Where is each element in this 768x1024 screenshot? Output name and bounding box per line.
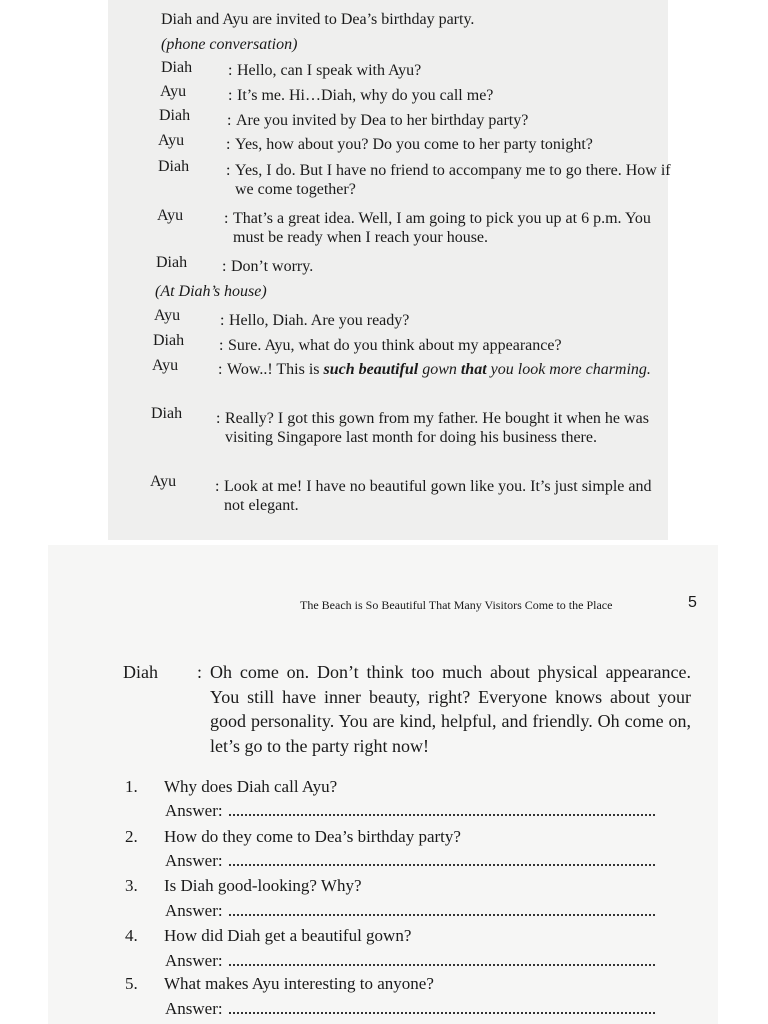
answer-blank[interactable] xyxy=(229,952,655,966)
speaker-label: Ayu xyxy=(158,132,185,149)
dialog-line: : Yes, how about you? Do you come to her party tonight? xyxy=(226,136,593,153)
dialog-line: : It’s me. Hi…Diah, why do you call me? xyxy=(228,87,494,104)
scene-house: (At Diah’s house) xyxy=(155,283,267,300)
scene-phone: (phone conversation) xyxy=(161,36,298,53)
answer-line: Answer: xyxy=(165,850,655,872)
speaker-label: Ayu xyxy=(154,307,181,324)
speaker-label: Ayu xyxy=(157,207,184,224)
dialog-line: : Hello, can I speak with Ayu? xyxy=(228,62,422,79)
dialog-text-part: gown xyxy=(418,361,461,378)
answer-line: Answer: xyxy=(165,950,655,972)
dialog-line: : Look at me! I have no beautiful gown like you. It’s just simple and not elegant. xyxy=(215,478,652,514)
speaker-label: Ayu xyxy=(150,473,177,490)
speaker-label: Diah xyxy=(153,332,185,349)
dialog-text-part: Wow..! This is xyxy=(227,361,324,378)
dialog-line: : That’s a great idea. Well, I am going to pick you up at 6 p.m. You must be ready when I reach your house. xyxy=(224,210,651,246)
answer-line: Answer: xyxy=(165,998,655,1020)
question-item: 3. Is Diah good-looking? Why? xyxy=(125,876,362,895)
speaker-label: Diah xyxy=(151,405,183,422)
speaker-label: Diah xyxy=(123,662,158,682)
dialog-line: : Sure. Ayu, what do you think about my appearance? xyxy=(219,337,562,354)
question-item: 1. Why does Diah call Ayu? xyxy=(125,777,338,796)
speaker-label: Diah xyxy=(158,158,190,175)
speaker-label: Ayu xyxy=(160,83,187,100)
question-item: 2. How do they come to Dea’s birthday party? xyxy=(125,827,461,846)
answer-line: Answer: xyxy=(165,900,655,922)
answer-line: Answer: xyxy=(165,800,655,822)
dialog-line: : Hello, Diah. Are you ready? xyxy=(220,312,410,329)
emphasis-such: such beautiful xyxy=(323,361,419,378)
dialog-line: : Really? I got this gown from my father. He bought it when he was visiting Singapore last month for doing his business there. xyxy=(216,410,649,446)
speaker-label: Diah xyxy=(161,59,193,76)
speaker-label: Ayu xyxy=(152,357,179,374)
dialog-line: : Yes, I do. But I have no friend to accompany me to go there. How if we come together? xyxy=(226,162,671,198)
running-footer-title: The Beach is So Beautiful That Many Visitors Come to the Place xyxy=(300,598,613,612)
page-number: 5 xyxy=(688,594,697,611)
answer-blank[interactable] xyxy=(229,852,655,866)
dialog-paragraph: : Oh come on. Don’t think too much about physical appearance. You still have inner beauty, right? Everyone knows about your good personality. You are kind, helpful, and friendly. Oh come on, let’s go to the party right now! xyxy=(197,662,691,756)
speaker-label: Diah xyxy=(159,107,191,124)
dialog-text-part: you look more charming. xyxy=(486,361,651,378)
answer-blank[interactable] xyxy=(229,902,655,916)
answer-blank[interactable] xyxy=(229,1000,655,1014)
question-item: 5. What makes Ayu interesting to anyone? xyxy=(125,974,434,993)
dialog-line: : Are you invited by Dea to her birthday party? xyxy=(227,112,529,129)
emphasis-that: that xyxy=(460,361,487,378)
intro-line: Diah and Ayu are invited to Dea’s birthday party. xyxy=(161,11,475,28)
question-item: 4. How did Diah get a beautiful gown? xyxy=(125,926,412,945)
speaker-label: Diah xyxy=(156,254,188,271)
answer-blank[interactable] xyxy=(229,802,655,816)
dialog-line: : Wow..! This is such beautiful gown that you look more charming. xyxy=(218,361,651,378)
dialog-line: : Don’t worry. xyxy=(222,258,314,275)
